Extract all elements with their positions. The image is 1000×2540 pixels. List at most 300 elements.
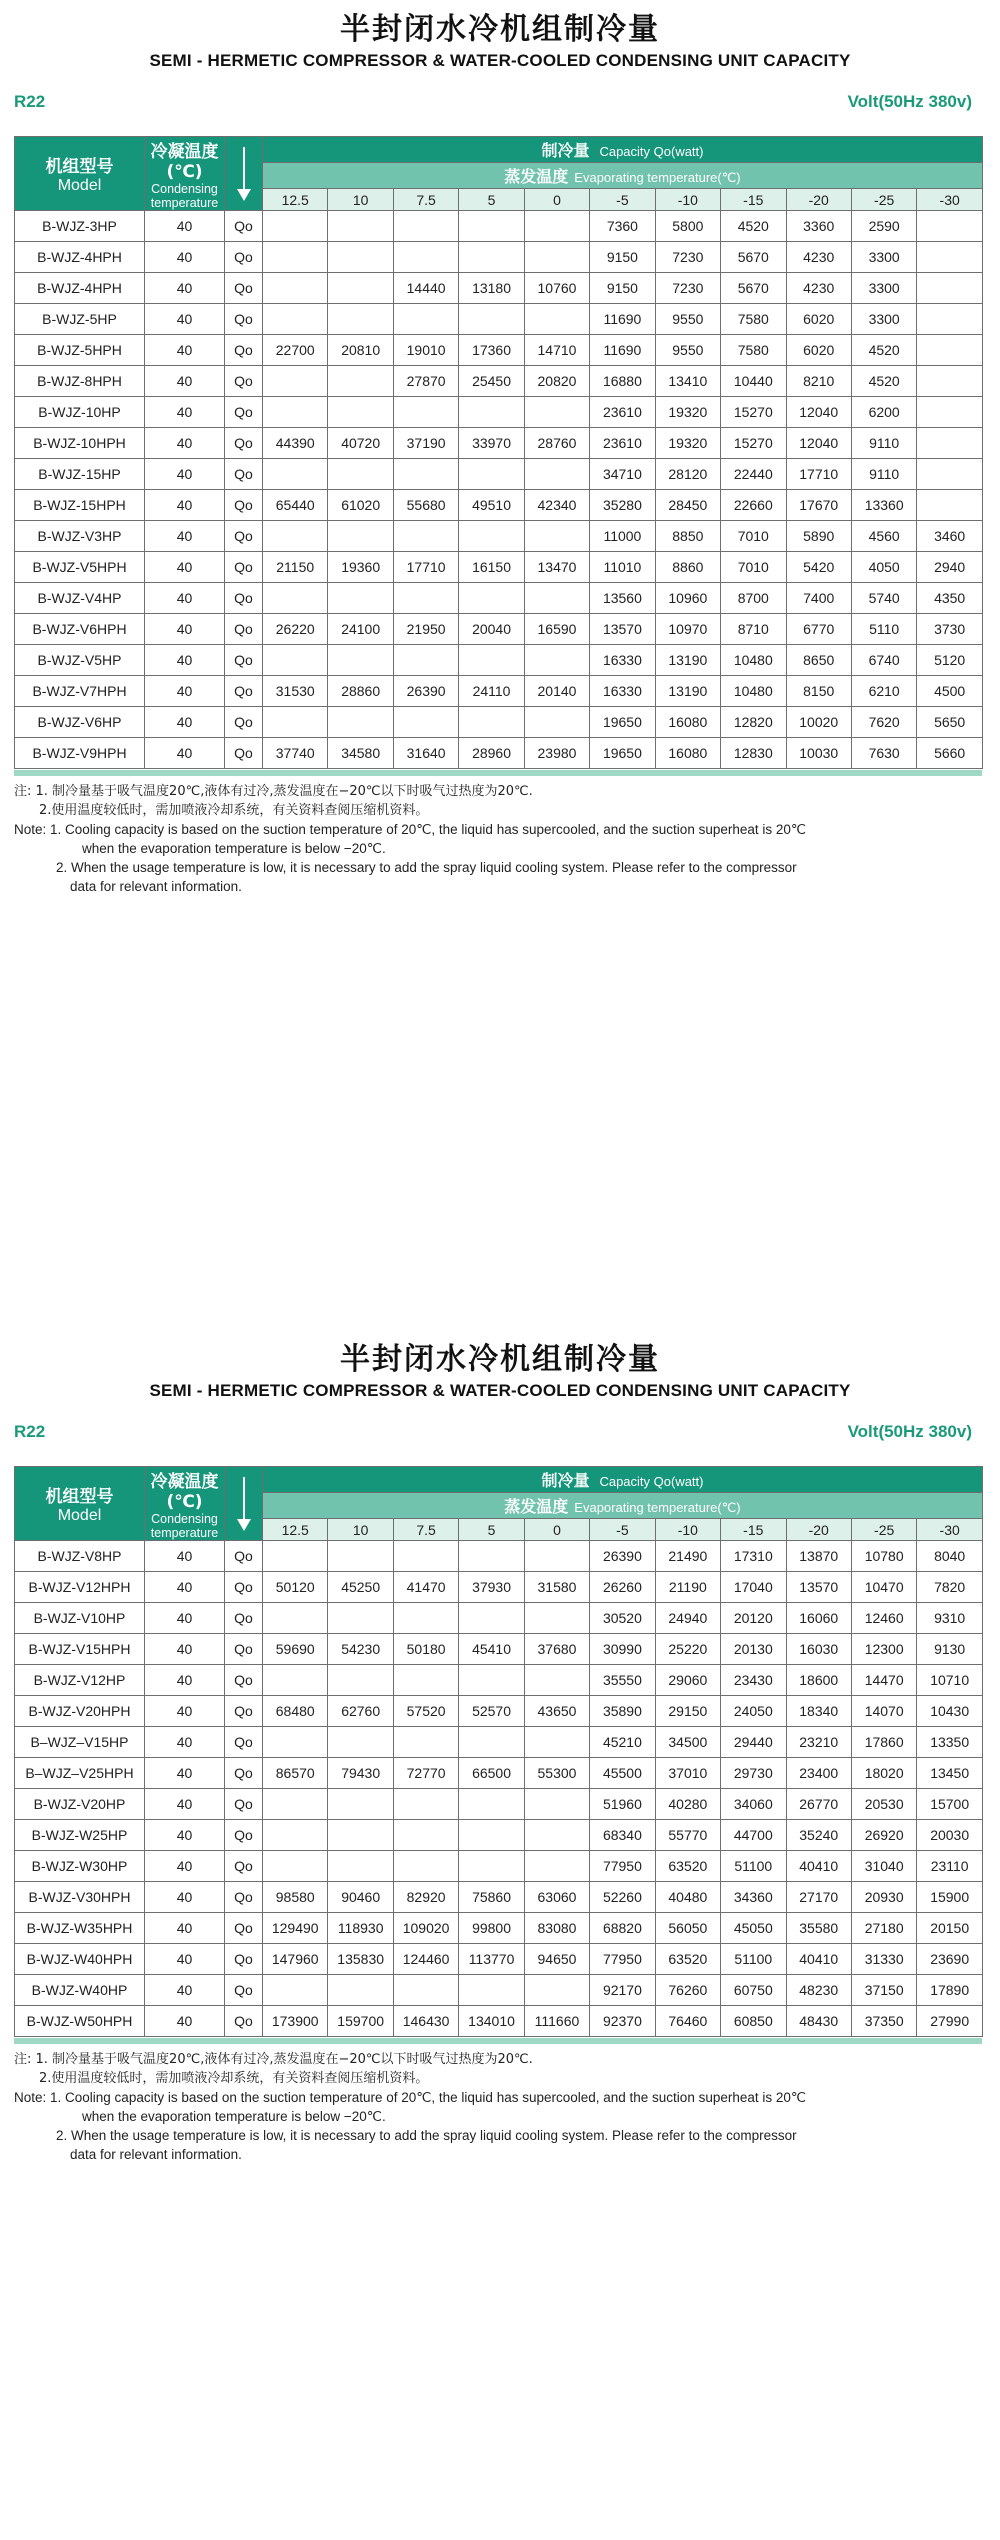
qo-cell: Qo xyxy=(225,1603,263,1634)
page-title-en: SEMI - HERMETIC COMPRESSOR & WATER-COOLED CONDENSING UNIT CAPACITY xyxy=(149,51,851,70)
capacity-value-cell: 8210 xyxy=(786,366,851,397)
table-row xyxy=(15,304,983,335)
capacity-value-cell: 3300 xyxy=(851,304,916,335)
capacity-value-cell: 35280 xyxy=(590,490,655,521)
qo-cell: Qo xyxy=(225,1820,263,1851)
capacity-value-cell: 2590 xyxy=(851,211,916,242)
capacity-value-cell: 13350 xyxy=(917,1727,983,1758)
capacity-value-cell xyxy=(524,397,589,428)
capacity-value-cell: 49510 xyxy=(459,490,524,521)
capacity-value-cell xyxy=(263,1665,328,1696)
capacity-value-cell: 10020 xyxy=(786,707,851,738)
capacity-value-cell: 92170 xyxy=(590,1975,655,2006)
evaporating-header-en: Evaporating temperature(℃) xyxy=(574,170,741,186)
capacity-value-cell: 29150 xyxy=(655,1696,720,1727)
capacity-value-cell: 52570 xyxy=(459,1696,524,1727)
capacity-value-cell xyxy=(393,1789,458,1820)
capacity-value-cell xyxy=(328,521,393,552)
capacity-value-cell: 8040 xyxy=(917,1541,983,1572)
capacity-value-cell: 15700 xyxy=(917,1789,983,1820)
capacity-value-cell: 42340 xyxy=(524,490,589,521)
temp-header-cell: -30 xyxy=(917,189,983,211)
capacity-value-cell: 21950 xyxy=(393,614,458,645)
capacity-value-cell: 13570 xyxy=(590,614,655,645)
capacity-value-cell: 11000 xyxy=(590,521,655,552)
temp-header-cell: 12.5 xyxy=(263,1519,328,1541)
condensing-cell: 40 xyxy=(145,2006,225,2037)
condensing-cell: 40 xyxy=(145,304,225,335)
capacity-value-cell: 10960 xyxy=(655,583,720,614)
temp-header-cell: 10 xyxy=(328,189,393,211)
qo-cell: Qo xyxy=(225,1789,263,1820)
capacity-value-cell: 5110 xyxy=(851,614,916,645)
table-row xyxy=(15,1789,983,1820)
model-header-en: Model xyxy=(57,177,102,194)
capacity-value-cell: 17670 xyxy=(786,490,851,521)
capacity-value-cell xyxy=(263,1851,328,1882)
capacity-value-cell: 34710 xyxy=(590,459,655,490)
capacity-value-cell: 10710 xyxy=(917,1665,983,1696)
capacity-value-cell: 40410 xyxy=(786,1851,851,1882)
capacity-value-cell xyxy=(393,211,458,242)
condensing-cell: 40 xyxy=(145,1882,225,1913)
capacity-value-cell: 3730 xyxy=(917,614,983,645)
model-cell: B-WJZ-W40HPH xyxy=(15,1944,145,1975)
capacity-value-cell: 57520 xyxy=(393,1696,458,1727)
capacity-value-cell xyxy=(393,1603,458,1634)
capacity-value-cell: 4050 xyxy=(851,552,916,583)
capacity-value-cell xyxy=(393,397,458,428)
capacity-value-cell xyxy=(263,1727,328,1758)
capacity-value-cell: 6770 xyxy=(786,614,851,645)
note-cn-1: 注: 1. 制冷量基于吸气温度20℃,液体有过冷,蒸发温度在−20℃以下时吸气过热度为20℃. xyxy=(14,2052,533,2067)
capacity-value-cell: 14440 xyxy=(393,273,458,304)
note-en-1-cont: when the evaporation temperature is below −20℃. xyxy=(82,841,386,856)
capacity-header-cn: 制冷量 xyxy=(541,1471,590,1491)
capacity-value-cell xyxy=(917,273,983,304)
model-cell: B–WJZ–V15HP xyxy=(15,1727,145,1758)
capacity-value-cell: 54230 xyxy=(328,1634,393,1665)
table-row xyxy=(15,1634,983,1665)
capacity-value-cell: 26220 xyxy=(263,614,328,645)
capacity-value-cell: 31330 xyxy=(851,1944,916,1975)
capacity-value-cell: 55680 xyxy=(393,490,458,521)
capacity-value-cell: 83080 xyxy=(524,1913,589,1944)
capacity-value-cell xyxy=(393,242,458,273)
note-cn-2: 2.使用温度较低时，需加喷液冷却系统，有关资料查阅压缩机资料。 xyxy=(39,803,429,818)
arrow-header xyxy=(225,137,263,211)
condensing-cell: 40 xyxy=(145,1603,225,1634)
capacity-value-cell: 68480 xyxy=(263,1696,328,1727)
capacity-value-cell xyxy=(524,1603,589,1634)
capacity-value-cell: 55770 xyxy=(655,1820,720,1851)
capacity-value-cell: 9130 xyxy=(917,1634,983,1665)
capacity-value-cell: 29060 xyxy=(655,1665,720,1696)
capacity-value-cell: 14070 xyxy=(851,1696,916,1727)
capacity-value-cell: 72770 xyxy=(393,1758,458,1789)
capacity-value-cell: 63520 xyxy=(655,1851,720,1882)
table-row xyxy=(15,490,983,521)
model-cell: B-WJZ-V7HPH xyxy=(15,676,145,707)
capacity-value-cell: 40720 xyxy=(328,428,393,459)
capacity-value-cell: 8150 xyxy=(786,676,851,707)
capacity-value-cell: 10970 xyxy=(655,614,720,645)
qo-cell: Qo xyxy=(225,2006,263,2037)
capacity-value-cell: 68820 xyxy=(590,1913,655,1944)
capacity-value-cell: 16060 xyxy=(786,1603,851,1634)
temp-header-cell: 10 xyxy=(328,1519,393,1541)
capacity-value-cell: 21490 xyxy=(655,1541,720,1572)
capacity-value-cell: 23400 xyxy=(786,1758,851,1789)
capacity-value-cell: 16030 xyxy=(786,1634,851,1665)
capacity-value-cell xyxy=(524,459,589,490)
capacity-value-cell xyxy=(393,645,458,676)
condensing-header xyxy=(145,1467,225,1541)
capacity-value-cell: 26260 xyxy=(590,1572,655,1603)
capacity-value-cell: 4520 xyxy=(851,366,916,397)
table-row xyxy=(15,397,983,428)
qo-cell: Qo xyxy=(225,1944,263,1975)
capacity-value-cell xyxy=(263,1603,328,1634)
table-row xyxy=(15,1665,983,1696)
table-row xyxy=(15,552,983,583)
model-cell: B-WJZ-15HP xyxy=(15,459,145,490)
capacity-value-cell xyxy=(263,304,328,335)
capacity-value-cell: 37930 xyxy=(459,1572,524,1603)
temp-header-cell: -10 xyxy=(655,189,720,211)
capacity-value-cell: 14710 xyxy=(524,335,589,366)
capacity-value-cell: 34060 xyxy=(721,1789,786,1820)
model-header-en: Model xyxy=(57,1507,102,1524)
temp-header-cell: -15 xyxy=(721,189,786,211)
capacity-value-cell xyxy=(328,242,393,273)
capacity-value-cell: 22660 xyxy=(721,490,786,521)
condensing-cell: 40 xyxy=(145,242,225,273)
capacity-value-cell: 16080 xyxy=(655,738,720,769)
capacity-value-cell: 5660 xyxy=(917,738,983,769)
table-row xyxy=(15,1727,983,1758)
capacity-value-cell: 20810 xyxy=(328,335,393,366)
capacity-value-cell: 11690 xyxy=(590,335,655,366)
capacity-value-cell: 5890 xyxy=(786,521,851,552)
capacity-value-cell: 7630 xyxy=(851,738,916,769)
capacity-value-cell: 20930 xyxy=(851,1882,916,1913)
capacity-value-cell: 18600 xyxy=(786,1665,851,1696)
capacity-value-cell xyxy=(459,1603,524,1634)
capacity-value-cell xyxy=(524,1541,589,1572)
temp-header-cell: -5 xyxy=(590,1519,655,1541)
note-en-2-cont: data for relevant information. xyxy=(70,2147,242,2162)
model-cell: B-WJZ-V9HPH xyxy=(15,738,145,769)
capacity-value-cell xyxy=(263,707,328,738)
capacity-value-cell: 25220 xyxy=(655,1634,720,1665)
table-row xyxy=(15,1851,983,1882)
capacity-value-cell xyxy=(263,521,328,552)
note-cn-1: 注: 1. 制冷量基于吸气温度20℃,液体有过冷,蒸发温度在−20℃以下时吸气过热度为20℃. xyxy=(14,784,533,799)
capacity-value-cell: 16330 xyxy=(590,645,655,676)
note-en-1-cont: when the evaporation temperature is below −20℃. xyxy=(82,2109,386,2124)
capacity-value-cell: 15270 xyxy=(721,428,786,459)
capacity-value-cell xyxy=(524,1820,589,1851)
capacity-value-cell xyxy=(328,645,393,676)
condensing-cell: 40 xyxy=(145,521,225,552)
capacity-value-cell: 3300 xyxy=(851,273,916,304)
capacity-value-cell: 129490 xyxy=(263,1913,328,1944)
capacity-value-cell xyxy=(328,211,393,242)
capacity-value-cell xyxy=(263,1541,328,1572)
capacity-value-cell xyxy=(524,242,589,273)
capacity-value-cell xyxy=(263,397,328,428)
capacity-value-cell: 45210 xyxy=(590,1727,655,1758)
capacity-value-cell: 4500 xyxy=(917,676,983,707)
capacity-value-cell: 5650 xyxy=(917,707,983,738)
table-row xyxy=(15,645,983,676)
capacity-value-cell: 20820 xyxy=(524,366,589,397)
capacity-value-cell: 22440 xyxy=(721,459,786,490)
capacity-value-cell xyxy=(393,459,458,490)
capacity-value-cell: 86570 xyxy=(263,1758,328,1789)
model-cell: B-WJZ-V5HPH xyxy=(15,552,145,583)
note-en-1: Note: 1. Cooling capacity is based on the suction temperature of 20℃, the liquid has supercooled, and the suction superheat is 20℃ xyxy=(14,822,807,837)
capacity-value-cell: 17360 xyxy=(459,335,524,366)
table-row xyxy=(15,1696,983,1727)
model-cell: B-WJZ-W35HPH xyxy=(15,1913,145,1944)
capacity-value-cell: 23430 xyxy=(721,1665,786,1696)
table-row xyxy=(15,1603,983,1634)
condensing-cell: 40 xyxy=(145,1851,225,1882)
capacity-value-cell: 18340 xyxy=(786,1696,851,1727)
capacity-value-cell: 10480 xyxy=(721,645,786,676)
divider-rule xyxy=(14,770,982,776)
capacity-value-cell: 8650 xyxy=(786,645,851,676)
model-cell: B-WJZ-4HPH xyxy=(15,242,145,273)
capacity-value-cell: 2940 xyxy=(917,552,983,583)
capacity-value-cell: 37680 xyxy=(524,1634,589,1665)
temp-header-cell: 5 xyxy=(459,1519,524,1541)
capacity-value-cell: 92370 xyxy=(590,2006,655,2037)
capacity-value-cell: 52260 xyxy=(590,1882,655,1913)
capacity-value-cell: 23610 xyxy=(590,397,655,428)
capacity-value-cell xyxy=(393,583,458,614)
capacity-value-cell: 10440 xyxy=(721,366,786,397)
table-row xyxy=(15,1572,983,1603)
capacity-value-cell: 44700 xyxy=(721,1820,786,1851)
temp-header-cell: -10 xyxy=(655,1519,720,1541)
capacity-value-cell: 37010 xyxy=(655,1758,720,1789)
capacity-value-cell xyxy=(328,583,393,614)
capacity-value-cell: 27180 xyxy=(851,1913,916,1944)
table-row xyxy=(15,1882,983,1913)
capacity-value-cell xyxy=(459,1789,524,1820)
capacity-value-cell: 20150 xyxy=(917,1913,983,1944)
capacity-value-cell: 20120 xyxy=(721,1603,786,1634)
capacity-value-cell: 41470 xyxy=(393,1572,458,1603)
notes xyxy=(14,2050,994,2164)
capacity-value-cell xyxy=(459,1851,524,1882)
capacity-value-cell: 68340 xyxy=(590,1820,655,1851)
capacity-value-cell: 3300 xyxy=(851,242,916,273)
capacity-header-cn: 制冷量 xyxy=(541,141,590,161)
capacity-value-cell: 28450 xyxy=(655,490,720,521)
condensing-cell: 40 xyxy=(145,366,225,397)
table-row xyxy=(15,366,983,397)
capacity-value-cell xyxy=(393,1727,458,1758)
capacity-value-cell xyxy=(524,645,589,676)
capacity-value-cell xyxy=(263,459,328,490)
capacity-value-cell: 19320 xyxy=(655,428,720,459)
capacity-value-cell xyxy=(917,366,983,397)
capacity-value-cell: 19360 xyxy=(328,552,393,583)
capacity-value-cell xyxy=(524,304,589,335)
condensing-cell: 40 xyxy=(145,552,225,583)
header-row-capacity xyxy=(15,1467,983,1493)
capacity-value-cell: 9150 xyxy=(590,242,655,273)
capacity-value-cell xyxy=(328,1603,393,1634)
qo-cell: Qo xyxy=(225,428,263,459)
temp-header-cell: -20 xyxy=(786,189,851,211)
capacity-value-cell xyxy=(524,211,589,242)
capacity-value-cell: 30520 xyxy=(590,1603,655,1634)
temp-header-cell: -15 xyxy=(721,1519,786,1541)
capacity-value-cell: 24050 xyxy=(721,1696,786,1727)
capacity-value-cell: 23210 xyxy=(786,1727,851,1758)
table-row xyxy=(15,2006,983,2037)
condensing-header-en: Condensing temperature xyxy=(150,182,219,210)
capacity-value-cell: 12300 xyxy=(851,1634,916,1665)
capacity-value-cell: 13570 xyxy=(786,1572,851,1603)
capacity-value-cell: 21190 xyxy=(655,1572,720,1603)
capacity-value-cell: 147960 xyxy=(263,1944,328,1975)
capacity-value-cell: 22700 xyxy=(263,335,328,366)
capacity-value-cell: 9550 xyxy=(655,304,720,335)
capacity-value-cell: 24100 xyxy=(328,614,393,645)
condensing-cell: 40 xyxy=(145,335,225,366)
header-row-capacity xyxy=(15,137,983,163)
capacity-value-cell: 3360 xyxy=(786,211,851,242)
capacity-value-cell: 135830 xyxy=(328,1944,393,1975)
capacity-value-cell: 26770 xyxy=(786,1789,851,1820)
qo-cell: Qo xyxy=(225,1851,263,1882)
capacity-value-cell: 23110 xyxy=(917,1851,983,1882)
capacity-value-cell: 13470 xyxy=(524,552,589,583)
page-title-cn: 半封闭水冷机组制冷量 xyxy=(340,1342,660,1377)
capacity-value-cell: 45050 xyxy=(721,1913,786,1944)
condensing-cell: 40 xyxy=(145,1913,225,1944)
capacity-value-cell: 50120 xyxy=(263,1572,328,1603)
capacity-value-cell: 6740 xyxy=(851,645,916,676)
capacity-value-cell: 7820 xyxy=(917,1572,983,1603)
qo-cell: Qo xyxy=(225,1913,263,1944)
capacity-value-cell xyxy=(917,459,983,490)
capacity-value-cell xyxy=(917,335,983,366)
capacity-value-cell xyxy=(524,707,589,738)
capacity-header xyxy=(263,137,983,163)
table-row xyxy=(15,1541,983,1572)
capacity-value-cell: 20040 xyxy=(459,614,524,645)
capacity-value-cell: 21150 xyxy=(263,552,328,583)
capacity-value-cell: 98580 xyxy=(263,1882,328,1913)
condensing-cell: 40 xyxy=(145,614,225,645)
model-cell: B-WJZ-5HPH xyxy=(15,335,145,366)
qo-cell: Qo xyxy=(225,459,263,490)
capacity-value-cell: 28960 xyxy=(459,738,524,769)
table-row xyxy=(15,521,983,552)
qo-cell: Qo xyxy=(225,490,263,521)
table-row xyxy=(15,707,983,738)
capacity-value-cell xyxy=(524,1789,589,1820)
arrow-down-icon xyxy=(235,1475,253,1533)
capacity-value-cell xyxy=(459,1727,524,1758)
capacity-value-cell: 12830 xyxy=(721,738,786,769)
capacity-value-cell: 5740 xyxy=(851,583,916,614)
capacity-value-cell: 19650 xyxy=(590,707,655,738)
capacity-value-cell: 31640 xyxy=(393,738,458,769)
capacity-value-cell: 10470 xyxy=(851,1572,916,1603)
capacity-value-cell: 12040 xyxy=(786,428,851,459)
model-cell: B-WJZ-5HP xyxy=(15,304,145,335)
capacity-value-cell: 20130 xyxy=(721,1634,786,1665)
condensing-cell: 40 xyxy=(145,1944,225,1975)
capacity-value-cell: 34500 xyxy=(655,1727,720,1758)
capacity-value-cell xyxy=(459,645,524,676)
voltage-label: Volt(50Hz 380v) xyxy=(847,92,972,111)
model-cell: B-WJZ-V30HPH xyxy=(15,1882,145,1913)
capacity-value-cell xyxy=(393,707,458,738)
capacity-value-cell: 13360 xyxy=(851,490,916,521)
capacity-value-cell: 77950 xyxy=(590,1944,655,1975)
arrow-header xyxy=(225,1467,263,1541)
capacity-value-cell: 40280 xyxy=(655,1789,720,1820)
capacity-value-cell: 17860 xyxy=(851,1727,916,1758)
capacity-value-cell: 19650 xyxy=(590,738,655,769)
capacity-value-cell: 8710 xyxy=(721,614,786,645)
capacity-value-cell: 13560 xyxy=(590,583,655,614)
qo-cell: Qo xyxy=(225,521,263,552)
qo-cell: Qo xyxy=(225,676,263,707)
capacity-value-cell xyxy=(459,397,524,428)
condensing-cell: 40 xyxy=(145,1541,225,1572)
capacity-value-cell: 8700 xyxy=(721,583,786,614)
evaporating-header xyxy=(263,1493,983,1519)
condensing-cell: 40 xyxy=(145,1758,225,1789)
qo-cell: Qo xyxy=(225,397,263,428)
capacity-value-cell xyxy=(263,1820,328,1851)
capacity-value-cell: 27870 xyxy=(393,366,458,397)
capacity-value-cell: 35890 xyxy=(590,1696,655,1727)
capacity-value-cell: 14470 xyxy=(851,1665,916,1696)
temp-header-cell: -25 xyxy=(851,1519,916,1541)
condensing-cell: 40 xyxy=(145,707,225,738)
qo-cell: Qo xyxy=(225,1975,263,2006)
capacity-value-cell: 5420 xyxy=(786,552,851,583)
condensing-cell: 40 xyxy=(145,459,225,490)
capacity-value-cell: 31530 xyxy=(263,676,328,707)
capacity-value-cell xyxy=(917,242,983,273)
model-cell: B-WJZ-V15HPH xyxy=(15,1634,145,1665)
qo-cell: Qo xyxy=(225,738,263,769)
condensing-cell: 40 xyxy=(145,490,225,521)
capacity-value-cell xyxy=(459,583,524,614)
capacity-value-cell: 48230 xyxy=(786,1975,851,2006)
capacity-value-cell: 118930 xyxy=(328,1913,393,1944)
capacity-value-cell: 5120 xyxy=(917,645,983,676)
capacity-value-cell xyxy=(393,1975,458,2006)
capacity-value-cell: 10760 xyxy=(524,273,589,304)
model-cell: B-WJZ-W50HPH xyxy=(15,2006,145,2037)
capacity-value-cell: 20530 xyxy=(851,1789,916,1820)
temp-header-cell: 7.5 xyxy=(393,189,458,211)
capacity-value-cell: 17310 xyxy=(721,1541,786,1572)
